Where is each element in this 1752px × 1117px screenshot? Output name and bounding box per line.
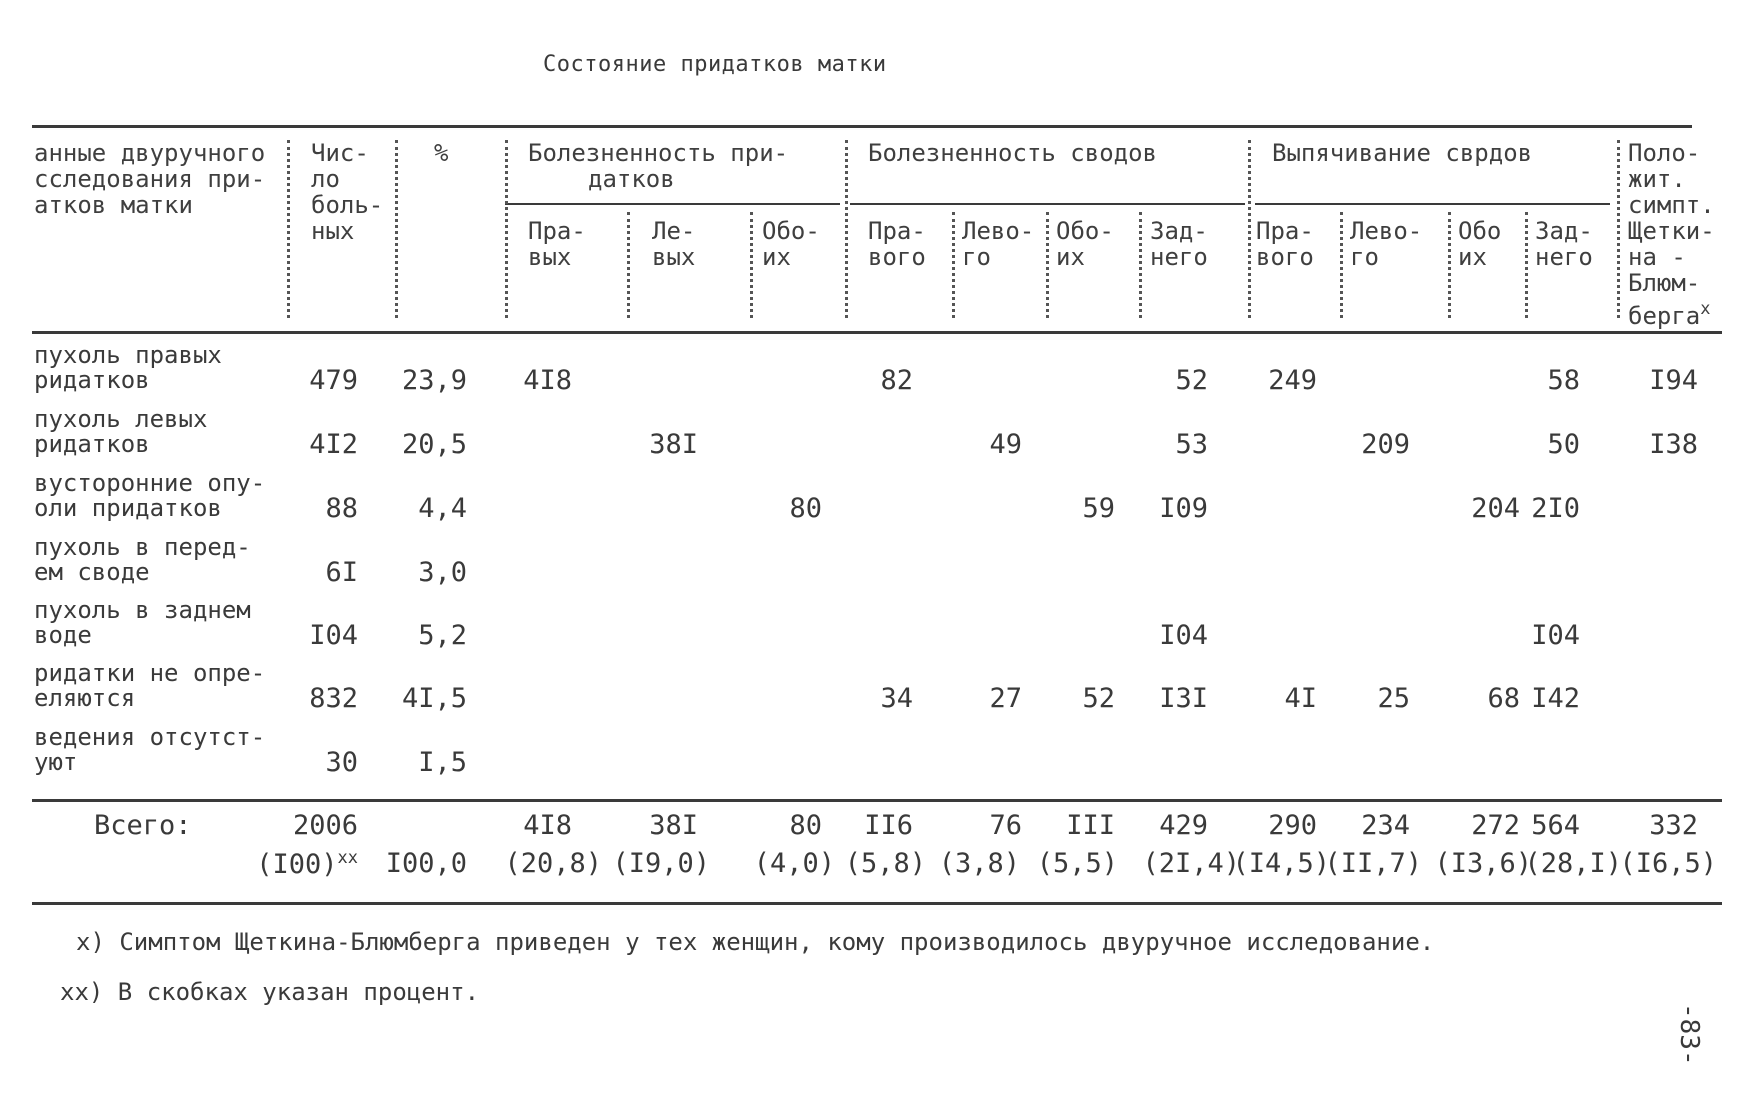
table-cell: 4I [1284,683,1317,714]
total-label: Всего: [94,810,192,841]
total-cell: 429 [1159,810,1208,841]
table-cell: 209 [1361,429,1410,460]
table-cell: 30 [325,747,358,778]
table-cell: 479 [309,365,358,396]
table-cell: I38 [1649,429,1698,460]
total-cell: 234 [1361,810,1410,841]
header-col-percent: % [434,139,449,167]
table-cell: 82 [880,365,913,396]
total-percent-cell: (3,8) [938,848,1020,879]
table-cell: 52 [1082,683,1115,714]
col-divider [1248,140,1251,318]
subheader-both-vault-pain: Обо- их [1056,217,1114,271]
total-percent-cell: (28,I) [1524,848,1622,879]
subheader-posterior-vault-bulging: Зад- него [1535,217,1593,271]
footnote-symptom: х) Симптом Щеткина-Блюмберга приведен у тех женщин, кому производилось двуручное исследование. [76,928,1435,956]
table-cell: 49 [989,429,1022,460]
table-cell: 27 [989,683,1022,714]
total-cell: 272 [1471,810,1520,841]
table-cell: I94 [1649,365,1698,396]
footnote-percent: хх) В скобках указан процент. [60,978,480,1006]
col-divider [1448,212,1451,318]
total-percent-cell: (5,5) [1036,848,1118,879]
table-cell: 34 [880,683,913,714]
total-top-rule [32,799,1722,802]
percent-footnote-mark: xx [337,848,358,868]
subheader-left-adnexa: Ле- вых [652,217,696,271]
col-divider [1046,212,1049,318]
col-divider [845,140,848,318]
total-cell: 2006 [292,810,358,841]
header-col-description: анные двуручного ccледования при- атков матки [34,139,266,219]
header-group-vault-bulging: Выпячивание сврдов [1272,139,1533,167]
total-percent-cell: I00,0 [385,848,467,879]
row-label: пухоль правых ридатков [34,341,222,394]
table-cell: 58 [1547,365,1580,396]
subheader-left-vault-bulging: Лево- го [1350,217,1423,271]
table-cell: 25 [1377,683,1410,714]
table-cell: 68 [1487,683,1520,714]
total-cell: 290 [1268,810,1317,841]
total-cell: 38I [649,810,698,841]
table-cell: I42 [1531,683,1580,714]
subheader-left-vault-pain: Лево- го [962,217,1035,271]
header-group-adnexa-pain: Болезненность при- датков [528,139,789,193]
header-group-vault-pain: Болезненность сводов [868,139,1157,167]
total-cell: 4I8 [523,810,572,841]
table-cell: 80 [789,493,822,524]
subheader-right-adnexa: Пра- вых [528,217,586,271]
table-cell: 6I [325,557,358,588]
table-cell: 4I2 [309,429,358,460]
page-number: -83- [1674,1003,1704,1066]
table-cell: 2I0 [1531,493,1580,524]
col-divider [1340,212,1343,318]
total-cell: 332 [1649,810,1698,841]
table-cell: 4I8 [523,365,572,396]
col-divider [287,140,290,318]
table-cell: I3I [1159,683,1208,714]
row-label: вусторонние опу- оли придатков [34,469,266,522]
table-cell: 59 [1082,493,1115,524]
table-cell: 4I,5 [401,683,467,714]
col-divider [1617,140,1620,318]
col-divider [395,140,398,318]
table-cell: 50 [1547,429,1580,460]
table-cell: I,5 [418,747,467,778]
table-cell: 88 [325,493,358,524]
table-cell: I09 [1159,493,1208,524]
subheader-both-vault-bulging: Обо их [1458,217,1502,271]
row-label: пухоль в заднем воде [34,596,251,649]
table-cell: 23,9 [401,365,467,396]
row-label: ведения отсутст- уют [34,723,266,776]
table-cell: 5,2 [418,620,467,651]
total-cell: III [1066,810,1115,841]
total-cell: 80 [789,810,822,841]
row-label: ридатки не опре- еляются [34,659,266,712]
table-cell: 38I [649,429,698,460]
col-divider [1139,212,1142,318]
total-cell: 564 [1531,810,1580,841]
group-subrule-3 [1255,203,1610,205]
table-title: Состояние придатков матки [543,52,887,77]
total-cell: II6 [864,810,913,841]
total-percent-cell: (20,8) [504,848,602,879]
total-percent-cell: (4,0) [753,848,835,879]
top-rule [32,125,1692,128]
table-cell: 249 [1268,365,1317,396]
table-cell: I04 [1159,620,1208,651]
total-percent-cell: (I9,0) [612,848,710,879]
header-bottom-rule [32,331,1722,334]
table-cell: I04 [309,620,358,651]
table-cell: I04 [1531,620,1580,651]
subheader-posterior-vault-pain: Зад- него [1150,217,1208,271]
total-percent-cell: (I6,5) [1619,848,1717,879]
header-col-count: Чис- ло боль- ных [311,139,384,245]
header-col-shchetkin-sign: Поло- жит. симпт. Щетки- на - Блюм- берга$^x$ [1628,139,1715,330]
total-percent-cell: (II,7) [1324,848,1422,879]
group-subrule-1 [505,203,840,205]
total-percent-cell: (I4,5) [1232,848,1330,879]
total-cell: 76 [989,810,1022,841]
subheader-both-adnexa: Обо- их [762,217,820,271]
group-subrule-2 [850,203,1245,205]
total-percent-cell: (2I,4) [1142,848,1240,879]
total-percent-cell: (I3,6) [1434,848,1532,879]
col-divider [627,212,630,318]
table-cell: 4,4 [418,493,467,524]
col-divider [952,212,955,318]
subheader-right-vault-bulging: Пра- вого [1256,217,1314,271]
total-percent-cell: $(I00)^{xx}$ [256,848,358,880]
bottom-rule [32,902,1722,905]
row-label: пухоль левых ридатков [34,405,208,458]
table-cell: 20,5 [401,429,467,460]
table-cell: 53 [1175,429,1208,460]
table-cell: 3,0 [418,557,467,588]
table-cell: 52 [1175,365,1208,396]
table-cell: 204 [1471,493,1520,524]
col-divider [505,140,508,318]
total-percent-cell: (5,8) [844,848,926,879]
col-divider [750,212,753,318]
col-divider [1525,212,1528,318]
subheader-right-vault-pain: Пра- вого [868,217,926,271]
table-cell: 832 [309,683,358,714]
row-label: пухоль в перед- ем своде [34,533,251,586]
